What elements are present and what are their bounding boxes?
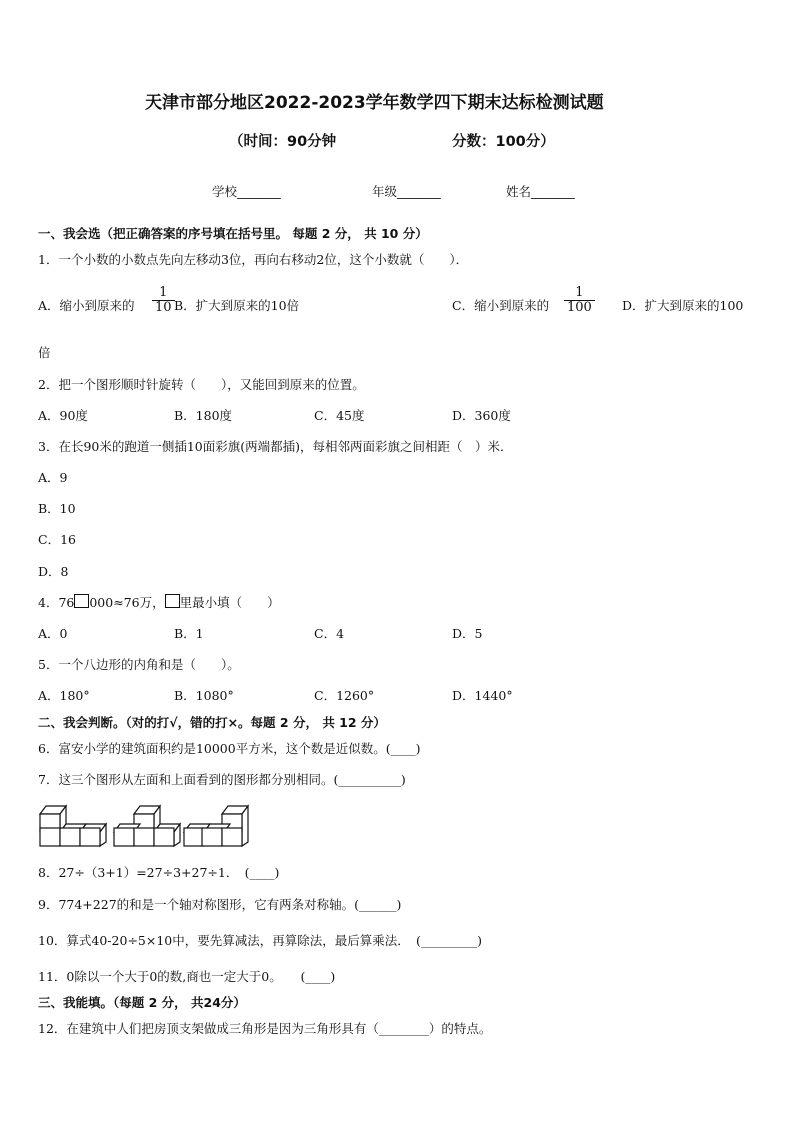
question-4 [38,593,280,611]
section-2-heading: 二、我会判断。（对的打√，错的打×。每题 2 分， 共 12 分） [38,715,386,730]
section-1-heading: 一、我会选（把正确答案的序号填在括号里。 每题 2 分， 共 10 分） [38,226,428,241]
q5-option-a: A．180° [38,688,90,703]
q1-option-b: B．扩大到原来的10倍 [174,298,300,313]
q2-option-c: C．45度 [314,408,365,423]
q1-fraction-a [152,286,175,316]
q4-stem-part-3: 里最小填（ ） [179,595,280,610]
question-1: 1．一个小数的小数点先向左移动3位，再向右移动2位，这个小数就（ ）． [38,252,469,267]
q1-option-d-continued: 倍 [38,345,51,360]
q1-option-a [38,296,135,314]
q4-option-d: D．5 [452,626,483,641]
q5-option-b: B．1080° [174,688,234,703]
question-12: 12．在建筑中人们把房顶支架做成三角形是因为三角形具有（________）的特点。 [38,1021,492,1036]
q1-fraction-a-den: 10 [152,300,175,315]
q5-option-c: C．1260° [314,688,375,703]
q3-option-b: B．10 [38,501,76,516]
section-3-heading: 三、我能填。（每题 2 分， 共24分） [38,995,246,1010]
q5-option-d: D．1440° [452,688,513,703]
exam-time: （时间：90分钟 [229,134,337,150]
grade-field: 年级_______ [372,184,441,199]
q2-option-d: D．360度 [452,408,511,423]
question-11: 11．0除以一个大于0的数,商也一定大于0。 (____) [38,969,336,984]
q3-option-c: C．16 [38,532,76,547]
q2-option-b: B．180度 [174,408,233,423]
question-2: 2．把一个图形顺时针旋转（ ），又能回到原来的位置。 [38,377,365,392]
question-8: 8．27÷（3+1）=27÷3+27÷1． (____) [38,865,280,880]
q1-option-c: C．缩小到原来的 [452,298,550,313]
q4-option-a: A．0 [38,626,68,641]
q1-fraction-c-den: 100 [564,300,595,315]
q1-option-d: D．扩大到原来的100 [622,298,744,313]
q4-stem-part-2: 000≈76万， [89,595,165,610]
exam-score: 分数：100分） [452,134,555,150]
q4-option-c: C．4 [314,626,345,641]
school-field: 学校_______ [212,184,281,199]
q2-option-a: A．90度 [38,408,88,423]
q3-option-d: D．8 [38,564,69,579]
cube-figure-3 [184,806,248,846]
q1-fraction-a-num: 1 [159,285,168,300]
blank-box-icon [74,594,89,608]
question-6: 6．富安小学的建筑面积约是10000平方米，这个数是近似数。(____) [38,741,421,756]
cube-figures [36,800,256,848]
q1-option-a-label: A．缩小到原来的 [38,298,135,313]
q3-option-a: A．9 [38,470,68,485]
question-10: 10．算式40-20÷5×10中，要先算减法，再算除法，最后算乘法． (_________) [38,933,483,948]
cube-figure-1 [40,806,106,846]
q1-fraction-c [564,286,595,316]
question-9: 9．774+227的和是一个轴对称图形，它有两条对称轴。(______) [38,897,402,912]
name-field: 姓名_______ [506,184,575,199]
question-3: 3．在长90米的跑道一侧插10面彩旗(两端都插)，每相邻两面彩旗之间相距（ ）米． [38,439,513,454]
question-7: 7．这三个图形从左面和上面看到的图形都分别相同。(__________) [38,772,406,787]
cube-figure-2 [114,806,180,846]
q1-fraction-c-num: 1 [575,285,584,300]
q4-stem-part-1: 4．76 [38,595,75,610]
question-5: 5．一个八边形的内角和是（ ）。 [38,657,240,672]
page-title: 天津市部分地区2022-2023学年数学四下期末达标检测试题 [145,93,604,113]
blank-box-icon [165,594,180,608]
q4-option-b: B．1 [174,626,204,641]
